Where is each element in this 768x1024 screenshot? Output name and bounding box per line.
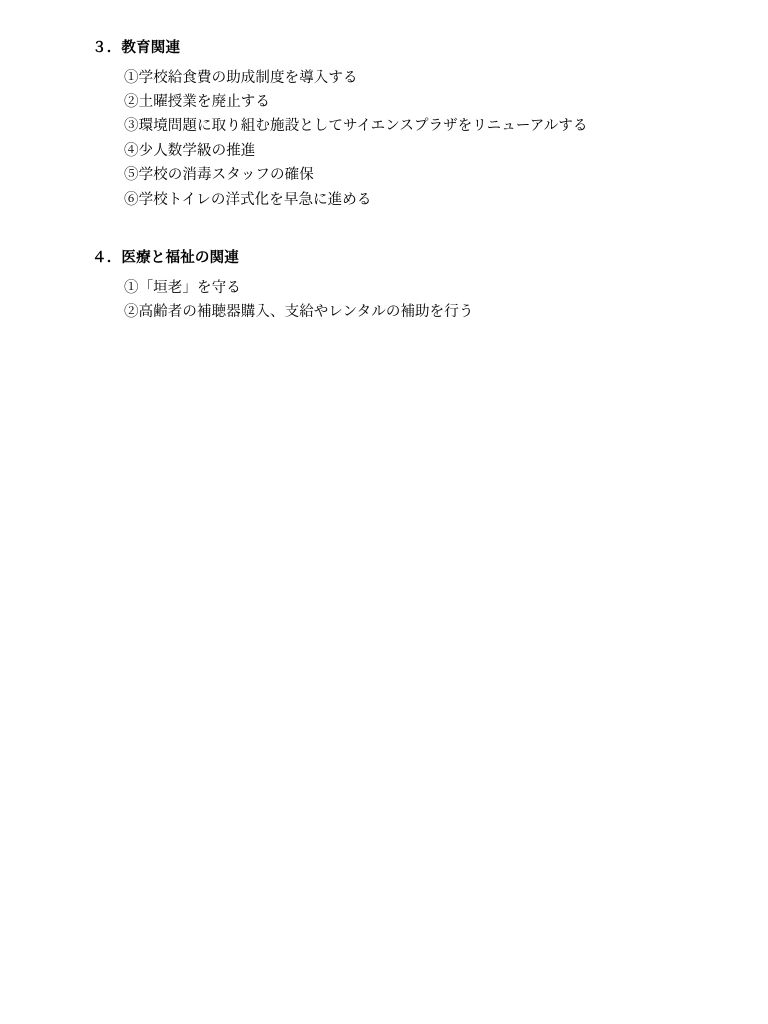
list-item: ①学校給食費の助成制度を導入する	[124, 69, 358, 86]
list-item: ⑥学校トイレの洋式化を早急に進める	[124, 191, 372, 208]
list-item: ③環境問題に取り組む施設としてサイエンスプラザをリニューアルする	[124, 118, 588, 135]
section-heading: ４．医療と福祉の関連	[92, 249, 239, 266]
document-body	[56, 38, 712, 324]
section-heading: ３．教育関連	[92, 40, 181, 56]
list-item: ⑤学校の消毒スタッフの確保	[124, 167, 314, 184]
section-spacer	[56, 238, 712, 248]
list-item: ①「垣老」を守る	[124, 279, 241, 296]
section-item-list	[56, 276, 712, 325]
list-item: ②土曜授業を廃止する	[124, 94, 270, 111]
list-item: ④少人数学級の推進	[124, 142, 256, 159]
section-medical-welfare	[56, 248, 712, 324]
section-item-list	[56, 66, 712, 212]
list-item: ②高齢者の補聴器購入、支給やレンタルの補助を行う	[124, 304, 474, 321]
section-education	[56, 38, 712, 212]
